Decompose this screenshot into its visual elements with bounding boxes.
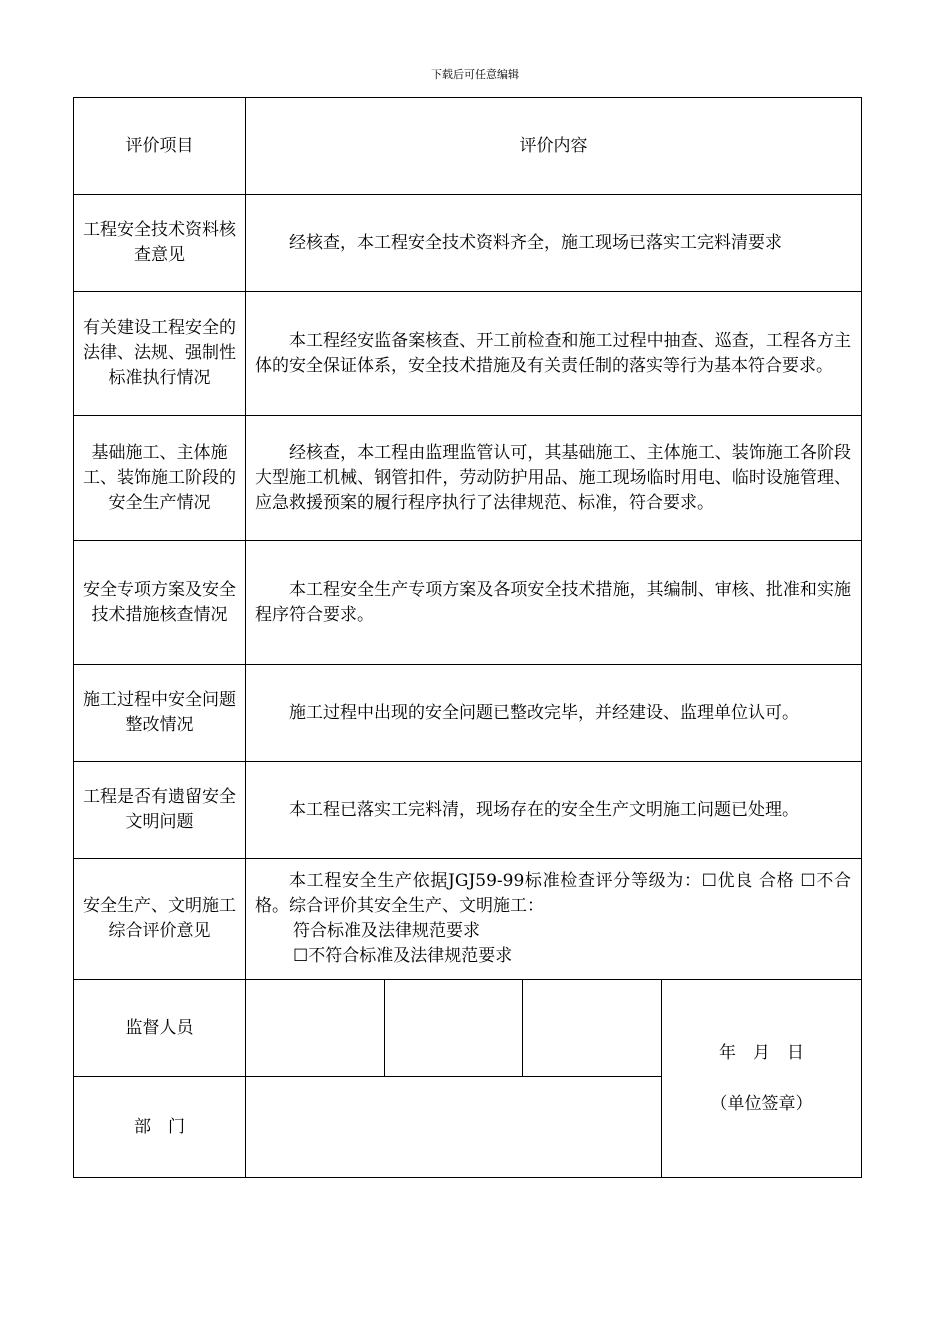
page-header: 下载后可任意编辑 (431, 68, 519, 81)
supervisor-cell (523, 980, 662, 1077)
row-item: 施工过程中安全问题整改情况 (74, 665, 246, 762)
table-row (74, 416, 862, 541)
supervisor-cell (246, 980, 385, 1077)
supervisor-row (74, 980, 862, 1077)
row-item: 基础施工、主体施工、装饰施工阶段的安全生产情况 (74, 416, 246, 541)
summary-option-fail: ☐不符合标准及法律规范要求 (293, 946, 513, 966)
row-item: 工程安全技术资料核查意见 (74, 195, 246, 292)
row-item: 工程是否有遗留安全文明问题 (74, 762, 246, 859)
summary-line: 本工程安全生产依据JGJ59-99标准检查评分等级为：☐优良 合格 ☐不合格。综合评价其安全生产、文明施工： (255, 871, 851, 916)
department-cell (246, 1077, 662, 1178)
row-item: 安全专项方案及安全技术措施核查情况 (74, 541, 246, 665)
table-row (74, 195, 862, 292)
row-content: 经核查，本工程由监理监管认可，其基础施工、主体施工、装饰施工各阶段大型施工机械、钢管扣件，劳动防护用品、施工现场临时用电、临时设施管理、应急救援预案的履行程序执行了法律规范、标准，符合要求。 (246, 416, 862, 541)
department-label: 部 门 (74, 1077, 246, 1178)
row-content: 本工程已落实工完料清，现场存在的安全生产文明施工问题已处理。 (246, 762, 862, 859)
table-row (74, 762, 862, 859)
summary-item: 安全生产、文明施工综合评价意见 (74, 859, 246, 980)
evaluation-table (73, 97, 862, 1178)
row-item: 有关建设工程安全的法律、法规、强制性标准执行情况 (74, 292, 246, 416)
row-content: 本工程经安监备案核查、开工前检查和施工过程中抽查、巡查，工程各方主体的安全保证体系，安全技术措施及有关责任制的落实等行为基本符合要求。 (246, 292, 862, 416)
table-row (74, 665, 862, 762)
summary-row (74, 859, 862, 980)
table-header-row (74, 98, 862, 195)
seal-label: （单位签章） (710, 1093, 813, 1114)
summary-content (246, 859, 862, 980)
table-row (74, 292, 862, 416)
col-header-item: 评价项目 (74, 98, 246, 195)
row-content: 本工程安全生产专项方案及各项安全技术措施，其编制、审核、批准和实施程序符合要求。 (246, 541, 862, 665)
col-header-content: 评价内容 (246, 98, 862, 195)
date-label: 年 月 日 (719, 1042, 804, 1063)
table-row (74, 541, 862, 665)
row-content: 经核查，本工程安全技术资料齐全，施工现场已落实工完料清要求 (246, 195, 862, 292)
summary-option-pass: 符合标准及法律规范要求 (293, 921, 480, 941)
supervisor-cell (385, 980, 523, 1077)
seal-cell (662, 980, 862, 1178)
row-content: 施工过程中出现的安全问题已整改完毕，并经建设、监理单位认可。 (246, 665, 862, 762)
supervisor-label: 监督人员 (74, 980, 246, 1077)
